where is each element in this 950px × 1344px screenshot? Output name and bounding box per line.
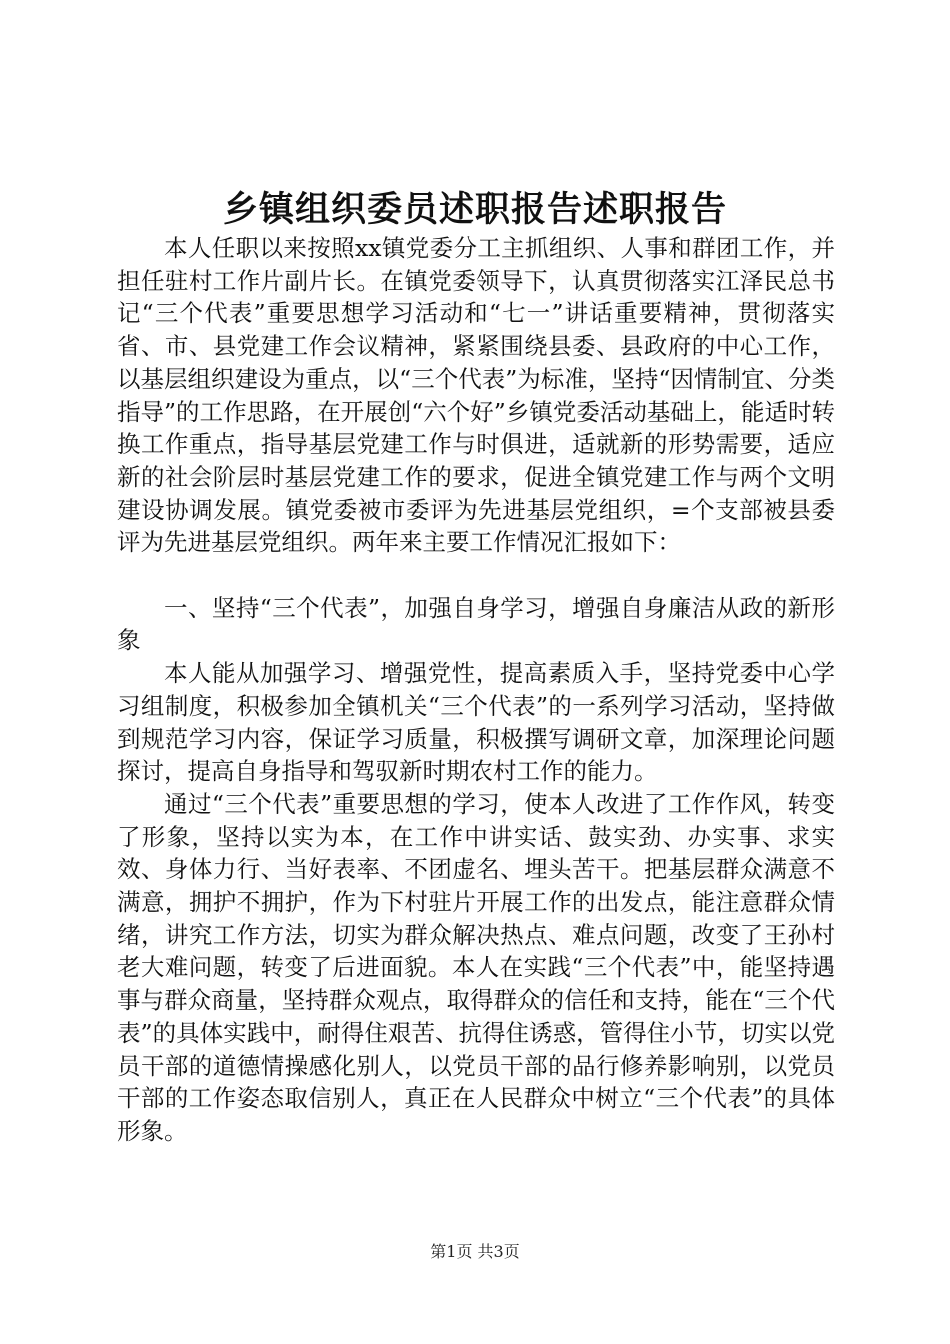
section-heading-1: 一、坚持“三个代表”，加强自身学习，增强自身廉洁从政的新形象 xyxy=(117,593,835,655)
document-body xyxy=(117,232,835,1148)
page-number-footer: 第1页 共3页 xyxy=(430,1242,520,1261)
paragraph-practice: 通过“三个代表”重要思想的学习，使本人改进了工作作风，转变了形象，坚持以实为本，在工作中讲实话、鼓实劲、办实事、求实效、身体力行、当好表率、不团虚名、埋头苦干。把基层群众满意不满意，拥护不拥护，作为下村驻片开展工作的出发点，能注意群众情绪，讲究工作方法，切实为群众解决热点、难点问题，改变了王孙村老大难问题，转变了后进面貌。本人在实践“三个代表”中，能坚持遇事与群众商量，坚持群众观点，取得群众的信任和支持，能在“三个代表”的具体实践中，耐得住艰苦、抗得住诱惑，管得住小节，切实以党员干部的道德情操感化别人，以党员干部的品行修养影响别，以党员干部的工作姿态取信别人，真正在人民群众中树立“三个代表”的具体形象。 xyxy=(117,789,835,1145)
paragraph-intro: 本人任职以来按照xx镇党委分工主抓组织、人事和群团工作，并担任驻村工作片副片长。在镇党委领导下，认真贯彻落实江泽民总书记“三个代表”重要思想学习活动和“七一”讲话重要精神，贯彻落实省、市、县党建工作会议精神，紧紧围绕县委、县政府的中心工作，以基层组织建设为重点，以“三个代表”为标准，坚持“因情制宜、分类指导”的工作思路，在开展创“六个好”乡镇党委活动基础上，能适时转换工作重点，指导基层党建工作与时俱进，适就新的形势需要，适应新的社会阶层时基层党建工作的要求，促进全镇党建工作与两个文明建设协调发展。镇党委被市委评为先进基层党组织，=个支部被县委评为先进基层党组织。两年来主要工作情况汇报如下： xyxy=(117,234,835,557)
paragraph-study: 本人能从加强学习、增强党性，提高素质入手，坚持党委中心学习组制度，积极参加全镇机关“三个代表”的一系列学习活动，坚持做到规范学习内容，保证学习质量，积极撰写调研文章，加深理论问题探讨，提高自身指导和驾驭新时期农村工作的能力。 xyxy=(117,659,835,786)
document-title: 乡镇组织委员述职报告述职报告 xyxy=(222,189,727,230)
